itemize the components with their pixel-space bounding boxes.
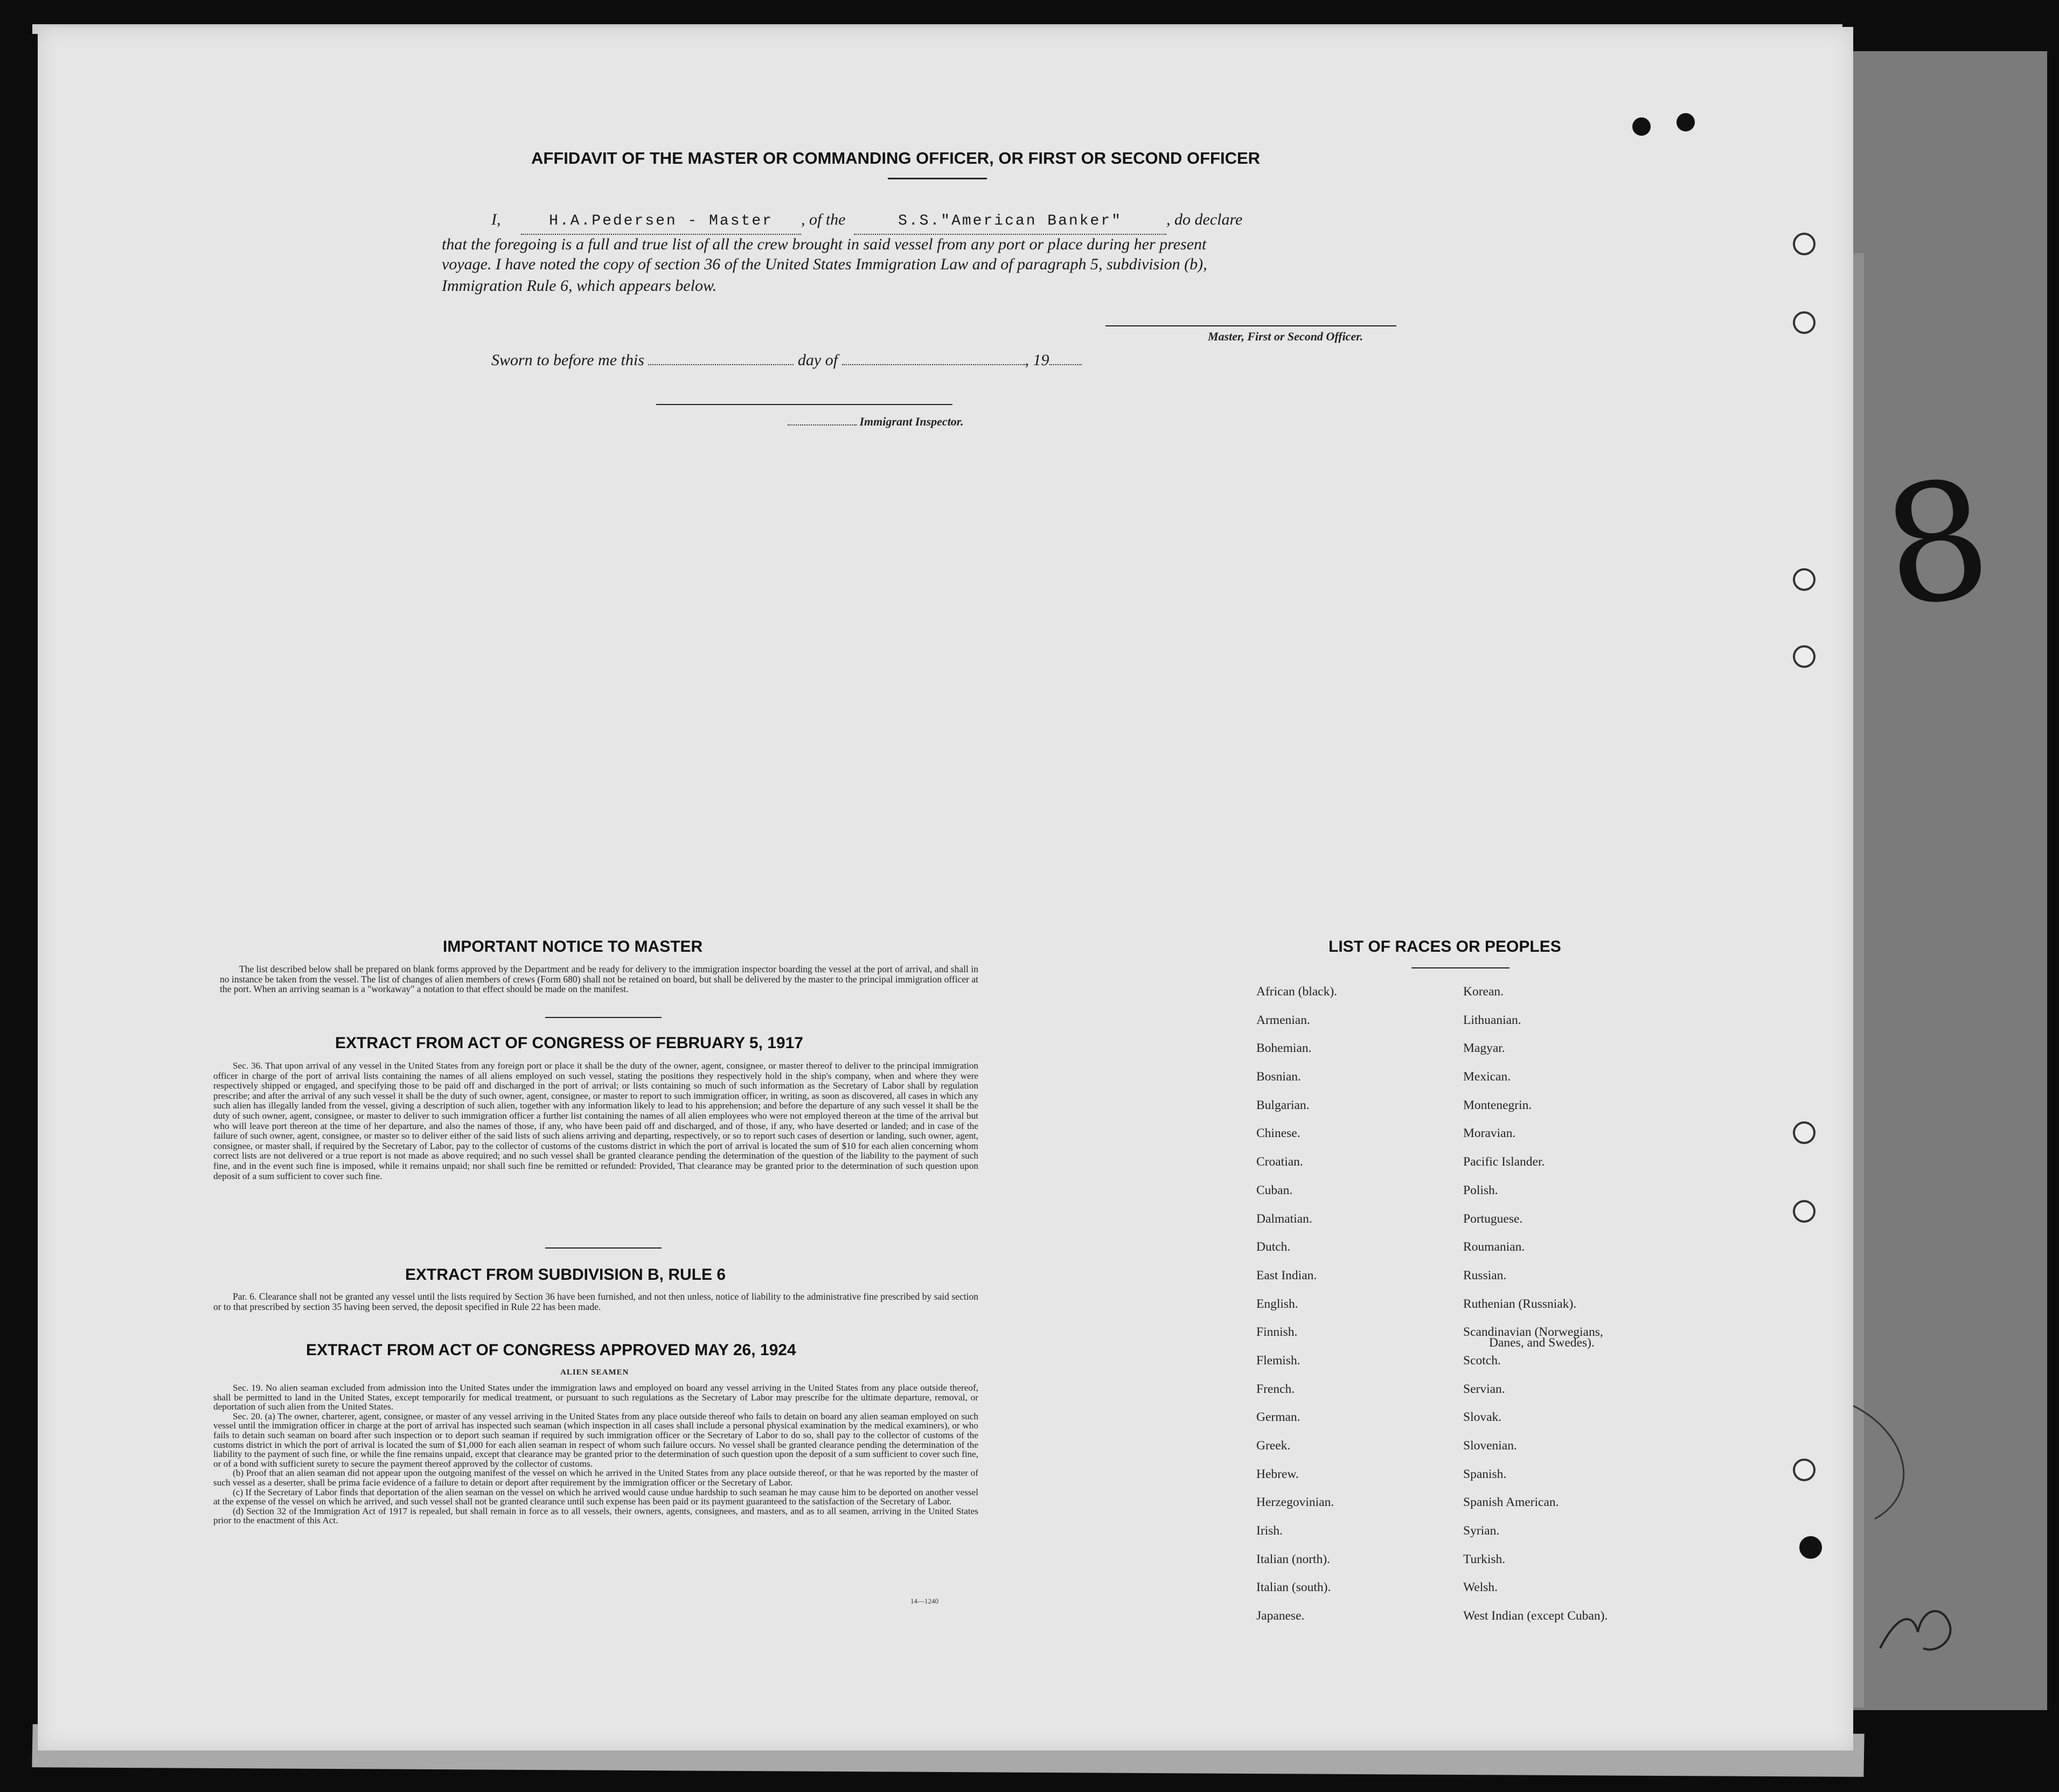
race-item: Greek. <box>1256 1439 1291 1453</box>
race-item: Japanese. <box>1256 1609 1305 1623</box>
race-item: Welsh. <box>1463 1580 1498 1595</box>
form-code: 14—1240 <box>910 1597 938 1605</box>
race-item: Bosnian. <box>1256 1070 1301 1084</box>
race-item: Magyar. <box>1463 1041 1505 1056</box>
title-rule <box>888 178 987 179</box>
race-item: Scotch. <box>1463 1353 1501 1368</box>
race-item: Spanish. <box>1463 1467 1507 1481</box>
punch-hole <box>1793 311 1815 334</box>
race-item: Italian (south). <box>1256 1580 1331 1595</box>
affidavit-line-4: Immigration Rule 6, which appears below. <box>442 277 717 295</box>
race-item: Polish. <box>1463 1183 1498 1197</box>
section-rule <box>545 1247 662 1249</box>
punch-hole <box>1793 568 1815 591</box>
race-item: Ruthenian (Russniak). <box>1463 1296 1577 1311</box>
rule6-title: EXTRACT FROM SUBDIVISION B, RULE 6 <box>405 1266 726 1284</box>
sec20c-paragraph: (c) If the Secretary of Labor finds that deportation of the alien seaman on the vessel on which he arrived would cause undue hardship to such seaman he may cause him to be deported on another vessel at the expense of the vessel on which he arrived, and such vessel shall not be granted clearance until such expense has been paid or its payment guaranteed to the satisfaction of the Secretary of Labor. <box>213 1487 978 1507</box>
handwritten-number: 8 <box>1873 443 2001 644</box>
affidavit-line-3: voyage. I have noted the copy of section 36 of the United States Immigration Law and of paragraph 5, subdivision (b), <box>442 255 1207 273</box>
race-item: Pacific Islander. <box>1463 1155 1545 1169</box>
sworn-month-field <box>842 364 1025 365</box>
race-item: French. <box>1256 1382 1295 1396</box>
sec19-paragraph: Sec. 19. No alien seaman excluded from admission into the United States under the immigration laws and employed on board any vessel arriving in the United States from any place outside thereof, shall be permitted to land in the United States, except temporarily for medical treatment, or pursuant to such regulations as the Secretary of Labor may prescribe for the ultimate departure, removal, or deportation of such alien from the United States. <box>213 1383 978 1412</box>
inspector-label: Immigrant Inspector. <box>788 415 964 429</box>
races-title-rule <box>1411 967 1510 968</box>
declare-text: , do declare <box>1166 211 1243 228</box>
of-the-text: , of the <box>801 211 846 228</box>
race-item: West Indian (except Cuban). <box>1463 1609 1608 1623</box>
handwritten-arc <box>1842 1400 1929 1524</box>
race-item: Dutch. <box>1256 1240 1291 1254</box>
race-item: Hebrew. <box>1256 1467 1299 1481</box>
race-item: Chinese. <box>1256 1126 1300 1141</box>
race-item: Roumanian. <box>1463 1240 1525 1254</box>
sworn-line <box>491 348 1082 373</box>
affidavit-line-1 <box>491 207 1439 235</box>
race-item: Bulgarian. <box>1256 1098 1310 1112</box>
race-item: Flemish. <box>1256 1353 1300 1368</box>
sec20a-paragraph: Sec. 20. (a) The owner, charterer, agent, consignee, or master of any vessel arriving in the United States from any place outside thereof who fails to detain on board any alien seaman employed on such vessel until the immigration officer in charge at the port of arrival has inspected such seaman (which inspection in all cases shall include a personal physical examination by the medical examiners), or who fails to detain such seaman on board after such inspection or to deport such seaman if required by such immigration officer or the Secretary of Labor to do so, shall pay to the collector of customs of the customs district in which the port of arrival is located the sum of $1,000 for each alien seaman in respect of whom such failure occurs. No vessel shall be granted clearance pending the determination of the liability to the payment of such fine, or while the fine remains unpaid, except that clearance may be granted prior to the determination of such question upon the deposit of a sum sufficient to cover such fine, or of a bond with sufficient surety to secure the payment thereof approved by the collector of customs. <box>213 1411 978 1469</box>
extract-1917-title: EXTRACT FROM ACT OF CONGRESS OF FEBRUARY 5, 1917 <box>335 1034 803 1052</box>
punch-hole <box>1793 233 1815 255</box>
race-item: Servian. <box>1463 1382 1505 1396</box>
races-title: LIST OF RACES OR PEOPLES <box>1328 938 1561 956</box>
races-right-column <box>1463 985 1608 1637</box>
punch-hole <box>1793 1459 1815 1481</box>
extract-1924-title: EXTRACT FROM ACT OF CONGRESS APPROVED MAY 26, 1924 <box>306 1341 796 1359</box>
punch-hole <box>1793 1200 1815 1223</box>
vessel-name-field: S.S."American Banker" <box>854 209 1166 235</box>
race-item: Scandinavian (Norwegians, Danes, and Swedes). <box>1463 1325 1608 1354</box>
inspector-signature-line <box>656 404 952 405</box>
staple-hole <box>1632 117 1651 136</box>
race-item: Herzegovinian. <box>1256 1495 1334 1510</box>
sec20b-paragraph: (b) Proof that an alien seaman did not appear upon the outgoing manifest of the vessel on which he arrived in the United States from any place outside thereof, or that he was reported by the master of such vessel as a deserter, shall be prima facie evidence of a failure to detain or deport after requirement by the immigration officer or the Secretary of Labor. <box>213 1468 978 1488</box>
race-item: Croatian. <box>1256 1155 1303 1169</box>
sworn-year-field <box>1049 364 1082 365</box>
race-item: Syrian. <box>1463 1524 1500 1538</box>
race-item: Lithuanian. <box>1463 1013 1521 1027</box>
day-of-text: day of <box>797 351 838 369</box>
punch-hole <box>1793 1121 1815 1144</box>
sworn-day-field <box>648 364 794 365</box>
notice-title: IMPORTANT NOTICE TO MASTER <box>443 938 703 956</box>
race-item: Turkish. <box>1463 1552 1506 1566</box>
race-item: Dalmatian. <box>1256 1211 1312 1226</box>
notice-text: The list described below shall be prepared on blank forms approved by the Department and be ready for delivery to the immigration inspector boarding the vessel at the port of arrival, and shall in no instance be taken from the vessel. The list of changes of alien members of crews (Form 680) shall not be retained on board, but shall be delivered by the master to the principal immigration officer at the port. When an arriving seaman is a "workaway" a notation to that effect should be made on the manifest. <box>220 964 978 995</box>
race-item: Montenegrin. <box>1463 1098 1532 1112</box>
punch-hole <box>1799 1536 1822 1559</box>
race-item: Slovak. <box>1463 1410 1502 1425</box>
sworn-text: Sworn to before me this <box>491 351 644 369</box>
race-item: Bohemian. <box>1256 1041 1312 1056</box>
officer-signature-label: Master, First or Second Officer. <box>1208 330 1364 343</box>
affidavit-title: AFFIDAVIT OF THE MASTER OR COMMANDING OFFICER, OR FIRST OR SECOND OFFICER <box>531 149 1261 168</box>
race-item: Slovenian. <box>1463 1439 1517 1453</box>
year-prefix-text: , 19 <box>1025 351 1049 369</box>
race-item-continuation: Danes, and Swedes). <box>1489 1336 1595 1350</box>
race-item: African (black). <box>1256 985 1338 999</box>
race-item: Spanish American. <box>1463 1495 1559 1510</box>
staple-hole <box>1677 113 1695 131</box>
handwritten-scribble <box>1875 1594 1961 1659</box>
affidavit-line-2: that the foregoing is a full and true list of all the crew brought in said vessel from any port or place during her present <box>442 235 1207 253</box>
race-item: English. <box>1256 1296 1298 1311</box>
race-item: Armenian. <box>1256 1013 1310 1027</box>
race-item: East Indian. <box>1256 1268 1317 1282</box>
race-item: Moravian. <box>1463 1126 1516 1141</box>
race-item: Korean. <box>1463 985 1504 999</box>
races-left-column <box>1256 985 1337 1637</box>
punch-hole <box>1793 645 1815 668</box>
rule6-text: Par. 6. Clearance shall not be granted any vessel until the lists required by Section 36 have been furnished, and not then unless, notice of liability to the administrative fine prescribed by said section or to that prescribed by section 35 having been served, the deposit specified in Rule 22 has been made. <box>213 1291 978 1312</box>
race-item: Italian (north). <box>1256 1552 1331 1566</box>
affidavit-lead: I, <box>491 211 501 228</box>
sec20d-paragraph: (d) Section 32 of the Immigration Act of 1917 is repealed, but shall remain in force as to all vessels, their owners, agents, consignees, and masters, and as to all seamen, arriving in the United States prior to the enactment of this Act. <box>213 1505 978 1526</box>
race-item: Finnish. <box>1256 1325 1298 1340</box>
race-item: Cuban. <box>1256 1183 1293 1197</box>
race-item: Portuguese. <box>1463 1211 1523 1226</box>
extract-1917-text: Sec. 36. That upon arrival of any vessel in the United States from any foreign port or place it shall be the duty of the owner, agent, consignee, or master thereof to deliver to the principal immigration officer in charge of the port of arrival lists containing the names of all aliens employed on such vessel, stating the positions they respectively hold in the ship's company, when and where they were respectively shipped or engaged, and specifying those to be paid off and discharged in the port of arrival; or lists containing so much of such information as the Secretary of Labor shall by regulation prescribe; and after the arrival of any such vessel it shall be the duty of such owner, agent, consignee, or master to report to such immigration officer, in writing, as soon as discovered, all cases in which any such alien has illegally landed from the vessel, giving a description of such alien, together with any information likely to lead to his apprehension; and before the departure of any such vessel it shall be the duty of such owner, agent, consignee, or master to deliver to such immigration officer a further list containing the names of all alien employees who were not employed thereon at the time of the arrival but who will leave port thereon at the time of her departure, and also the names of those, if any, who have been paid off and discharged, and of those, if any, who have deserted or landed; and in case of the failure of such owner, agent, consignee, or master so to deliver either of the said lists of such aliens arriving and departing, respectively, or so to report such cases of desertion or landing, such owner, agent, consignee, or master shall, if required by the Secretary of Labor, pay to the collector of customs of the customs district in which the port of arrival is located the sum of $10 for each alien concerning whom correct lists are not delivered or a true report is not made as above required; and no such vessel shall be granted clearance pending the determination of the question of the liability to the payment of such fine, and in the event such fine is imposed, while it remains unpaid; nor shall such fine be remitted or refunded: Provided, That clearance may be granted prior to the determination of such question upon deposit of a sum sufficient to cover such fine. <box>213 1061 978 1181</box>
section-rule <box>545 1017 662 1018</box>
race-item: Russian. <box>1463 1268 1507 1282</box>
master-name-field: H.A.Pedersen - Master <box>521 209 801 235</box>
race-item: Irish. <box>1256 1524 1283 1538</box>
race-item: Mexican. <box>1463 1070 1511 1084</box>
extract-1924-text <box>213 1383 978 1525</box>
alien-seamen-subtitle: ALIEN SEAMEN <box>560 1368 629 1377</box>
officer-signature-line <box>1105 325 1396 326</box>
race-item: German. <box>1256 1410 1300 1425</box>
